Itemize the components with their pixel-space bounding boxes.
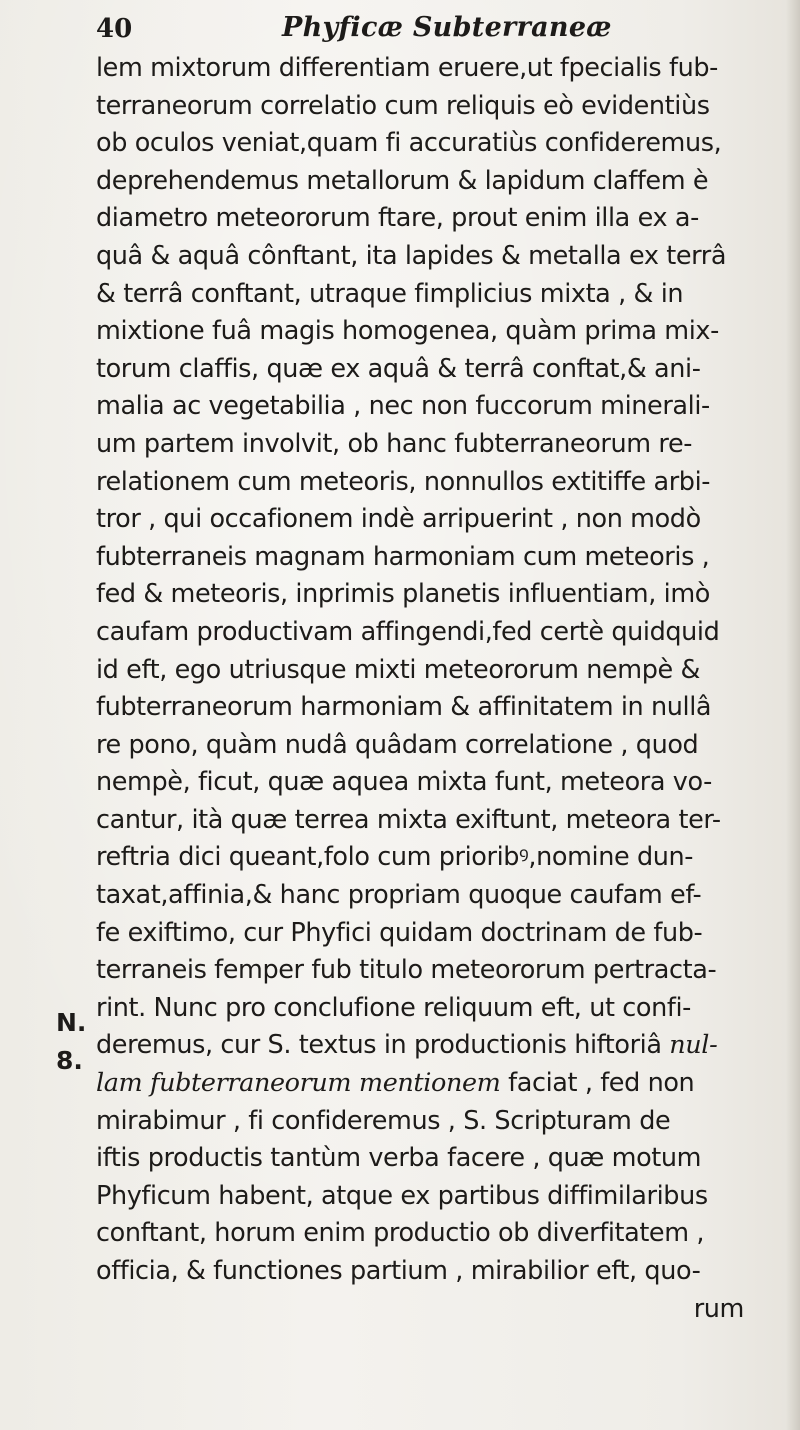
text-line: tror , qui occafionem indè arripuerint , non modò <box>96 504 701 535</box>
text-line: fe exiftimo, cur Phyfici quidam doctrinam de fub- <box>96 917 703 948</box>
text-line: quâ & aquâ cônftant, ita lapides & metalla ex terrâ <box>96 240 727 271</box>
text-line: malia ac vegetabilia , nec non fuccorum minerali- <box>96 391 710 422</box>
text-line <box>96 1065 766 1103</box>
text-line: mixtione fuâ magis homogenea, quàm prima mix- <box>96 316 719 347</box>
text-line: cantur, ità quæ terrea mixta exiftunt, meteora ter- <box>96 804 721 835</box>
text-line: torum claffis, quæ ex aquâ & terrâ conftat,& ani- <box>96 353 701 384</box>
text-line: fubterraneorum harmoniam & affinitatem in nullâ <box>96 692 712 723</box>
text-line: fed & meteoris, inprimis planetis influentiam, imò <box>96 579 710 610</box>
running-head: Phyficæ Subterraneæ <box>282 12 612 43</box>
italic-phrase: nul- <box>669 1030 718 1061</box>
text-line-start: deremus, cur S. textus in productionis hiftoriâ <box>96 1030 670 1061</box>
page-edge-shadow <box>786 0 800 1430</box>
page-number: 40 <box>96 14 133 44</box>
text-line: Phyficum habent, atque ex partibus diffimilaribus <box>96 1180 708 1211</box>
text-line: officia, & functiones partium , mirabilior eft, quo- <box>96 1256 701 1286</box>
text-line: reftria dici queant,folo cum prioribꝰ,nomine dun- <box>96 842 694 873</box>
text-line: conftant, horum enim productio ob diverfitatem , <box>96 1218 705 1249</box>
text-line: deprehendemus metallorum & lapidum claffem è <box>96 165 709 196</box>
text-line: nempè, ficut, quæ aquea mixta funt, meteora vo- <box>96 767 712 798</box>
italic-phrase: lam fubterraneorum mentionem <box>96 1068 501 1099</box>
margin-note-n: N. <box>56 1008 87 1037</box>
text-line-end: faciat , fed non <box>500 1068 695 1099</box>
text-line <box>96 1027 766 1065</box>
text-line: relationem cum meteoris, nonnullos extitiffe arbi- <box>96 466 711 497</box>
catchword: rum <box>693 1293 744 1324</box>
text-line: terraneorum correlatio cum reliquis eò evidentiùs <box>96 90 710 121</box>
text-line: mirabimur , fi confideremus , S. Scripturam de <box>96 1105 671 1136</box>
text-line: iftis productis tantùm verba facere , quæ motum <box>96 1143 702 1174</box>
page-header <box>96 10 612 50</box>
text-line: & terrâ conftant, utraque fimplicius mixta , & in <box>96 278 684 309</box>
text-line: ob oculos veniat,quam fi accuratiùs confideremus, <box>96 128 722 159</box>
margin-note-8: 8. <box>56 1045 83 1075</box>
margin-notes <box>56 1004 96 1079</box>
text-line: caufam productivam affingendi,fed certè quidquid <box>96 616 720 647</box>
text-line: terraneis femper fub titulo meteororum pertracta- <box>96 955 717 986</box>
text-line: diametro meteororum ftare, prout enim illa ex a- <box>96 203 699 234</box>
text-line: rint. Nunc pro conclufione reliquum eft, ut confi- <box>96 992 691 1023</box>
text-line: id eft, ego utriusque mixti meteororum nempè & <box>96 654 700 685</box>
body-text <box>96 50 766 1328</box>
text-line: lem mixtorum differentiam eruere,ut fpecialis fub- <box>96 53 718 83</box>
text-line: taxat,affinia,& hanc propriam quoque caufam ef- <box>96 880 702 911</box>
text-line: re pono, quàm nudâ quâdam correlatione , quod <box>96 729 699 760</box>
text-line: um partem involvit, ob hanc fubterraneorum re- <box>96 428 693 459</box>
text-line: fubterraneis magnam harmoniam cum meteoris , <box>96 541 710 572</box>
